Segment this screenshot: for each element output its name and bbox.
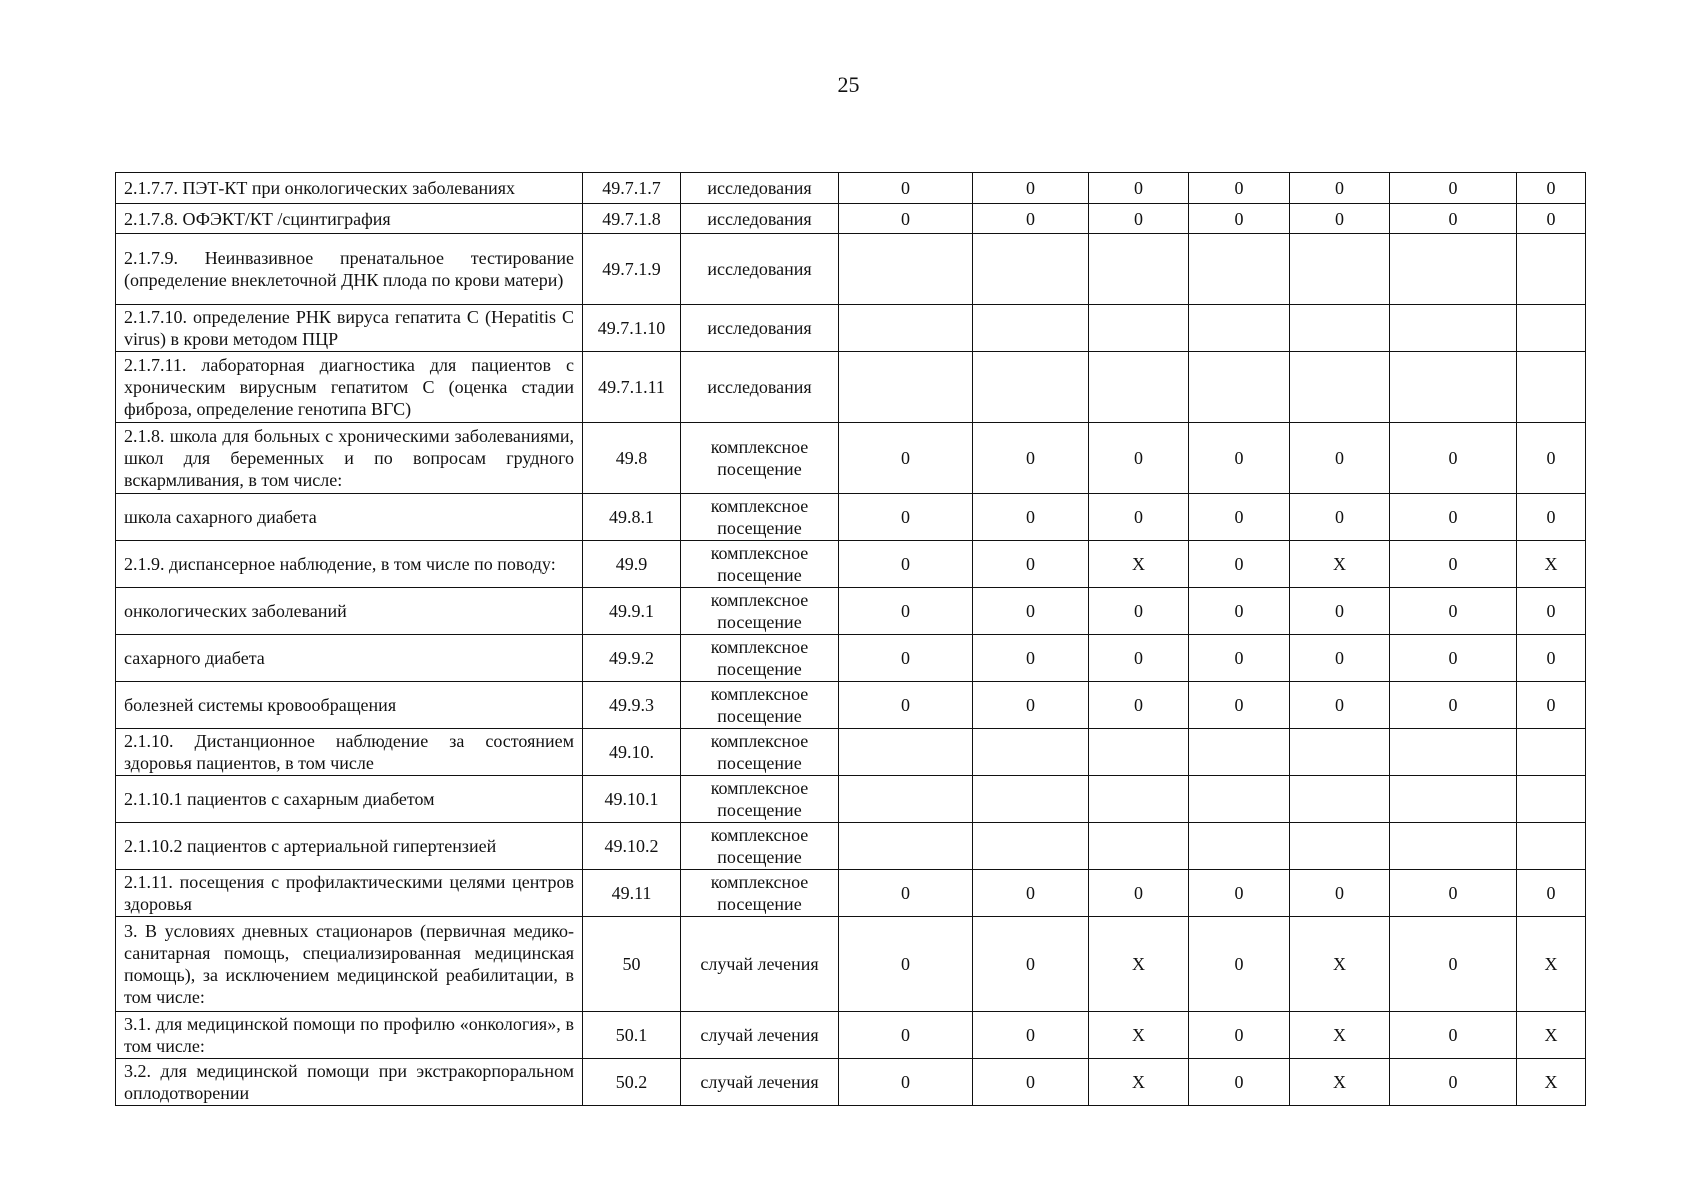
value-cell: 0 (1390, 1012, 1517, 1059)
value-cell: 0 (1290, 204, 1390, 234)
row-name-cell: 2.1.10. Дистанционное наблюдение за состоянием здоровья пациентов, в том числе (116, 729, 583, 776)
value-cell: 0 (839, 588, 973, 635)
row-unit-cell: комплексное посещение (681, 635, 839, 682)
value-cell: 0 (973, 682, 1089, 729)
row-unit-cell: исследования (681, 173, 839, 204)
value-cell: 0 (1517, 173, 1586, 204)
value-cell: 0 (1390, 1059, 1517, 1106)
value-cell: 0 (839, 870, 973, 917)
data-table (115, 172, 1586, 1106)
row-code-cell: 49.10.2 (583, 823, 681, 870)
row-code-cell: 49.10.1 (583, 776, 681, 823)
value-cell (1290, 823, 1390, 870)
value-cell: 0 (973, 870, 1089, 917)
value-cell: 0 (1517, 494, 1586, 541)
value-cell (1290, 234, 1390, 305)
table-row (116, 682, 1586, 729)
row-name-cell: 2.1.7.7. ПЭТ-КТ при онкологических заболеваниях (116, 173, 583, 204)
row-name-cell: 2.1.7.8. ОФЭКТ/КТ /сцинтиграфия (116, 204, 583, 234)
table-row (116, 204, 1586, 234)
value-cell (973, 776, 1089, 823)
value-cell: 0 (1189, 682, 1290, 729)
value-cell: 0 (973, 635, 1089, 682)
value-cell: 0 (973, 494, 1089, 541)
row-name-cell: 2.1.11. посещения с профилактическими целями центров здоровья (116, 870, 583, 917)
table-body (116, 173, 1586, 1106)
value-cell (1517, 823, 1586, 870)
value-cell (1390, 823, 1517, 870)
row-name-cell: 2.1.8. школа для больных с хроническими заболеваниями, школ для беременных и по вопросам грудного вскармливания, в том числе: (116, 423, 583, 494)
table-row (116, 352, 1586, 423)
value-cell: 0 (1089, 588, 1189, 635)
row-unit-cell: случай лечения (681, 1012, 839, 1059)
table-row (116, 234, 1586, 305)
value-cell: 0 (1390, 173, 1517, 204)
value-cell (1517, 234, 1586, 305)
value-cell: 0 (839, 635, 973, 682)
row-unit-cell: исследования (681, 305, 839, 352)
row-unit-cell: исследования (681, 204, 839, 234)
row-code-cell: 49.7.1.11 (583, 352, 681, 423)
table-row (116, 635, 1586, 682)
table-row (116, 870, 1586, 917)
value-cell: 0 (839, 173, 973, 204)
value-cell: 0 (1390, 541, 1517, 588)
value-cell (1089, 729, 1189, 776)
row-code-cell: 49.9.2 (583, 635, 681, 682)
value-cell (839, 729, 973, 776)
value-cell: X (1290, 1012, 1390, 1059)
value-cell (839, 776, 973, 823)
table-row (116, 776, 1586, 823)
value-cell: 0 (1390, 870, 1517, 917)
value-cell: 0 (839, 204, 973, 234)
value-cell (1089, 234, 1189, 305)
value-cell (1517, 776, 1586, 823)
value-cell (1189, 305, 1290, 352)
row-name-cell: 2.1.7.11. лабораторная диагностика для пациентов с хроническим вирусным гепатитом С (оценка стадии фиброза, определение генотипа ВГС) (116, 352, 583, 423)
value-cell: 0 (1089, 173, 1189, 204)
value-cell (1189, 729, 1290, 776)
value-cell: 0 (973, 173, 1089, 204)
row-unit-cell: комплексное посещение (681, 588, 839, 635)
value-cell: 0 (1290, 635, 1390, 682)
value-cell: 0 (1189, 588, 1290, 635)
table-row (116, 541, 1586, 588)
row-unit-cell: комплексное посещение (681, 494, 839, 541)
row-name-cell: 3.2. для медицинской помощи при экстракорпоральном оплодотворении (116, 1059, 583, 1106)
value-cell: 0 (1189, 870, 1290, 917)
value-cell: 0 (1390, 204, 1517, 234)
value-cell: 0 (1189, 635, 1290, 682)
value-cell: 0 (1089, 635, 1189, 682)
table-row (116, 588, 1586, 635)
value-cell: 0 (1290, 870, 1390, 917)
table-row (116, 917, 1586, 1012)
value-cell (1290, 352, 1390, 423)
value-cell: 0 (1189, 173, 1290, 204)
row-code-cell: 49.9 (583, 541, 681, 588)
value-cell: 0 (1517, 682, 1586, 729)
value-cell (1290, 729, 1390, 776)
value-cell: 0 (839, 541, 973, 588)
value-cell: X (1517, 917, 1586, 1012)
value-cell: 0 (973, 204, 1089, 234)
value-cell: 0 (1189, 423, 1290, 494)
value-cell: 0 (1390, 635, 1517, 682)
value-cell: 0 (1290, 494, 1390, 541)
value-cell: 0 (1089, 870, 1189, 917)
value-cell: X (1089, 1012, 1189, 1059)
row-code-cell: 49.7.1.9 (583, 234, 681, 305)
value-cell: X (1089, 1059, 1189, 1106)
row-name-cell: болезней системы кровообращения (116, 682, 583, 729)
row-unit-cell: исследования (681, 234, 839, 305)
page-number: 25 (837, 72, 860, 97)
table-row (116, 173, 1586, 204)
value-cell: 0 (839, 494, 973, 541)
value-cell: 0 (1390, 917, 1517, 1012)
value-cell (973, 823, 1089, 870)
value-cell: 0 (1390, 588, 1517, 635)
row-code-cell: 49.9.1 (583, 588, 681, 635)
value-cell: 0 (1290, 588, 1390, 635)
table-row (116, 1012, 1586, 1059)
row-unit-cell: случай лечения (681, 917, 839, 1012)
value-cell (973, 234, 1089, 305)
row-name-cell: 3. В условиях дневных стационаров (первичная медико-санитарная помощь, специализированная медицинская помощь), за исключением медицинской реабилитации, в том числе: (116, 917, 583, 1012)
value-cell (1390, 776, 1517, 823)
row-unit-cell: комплексное посещение (681, 423, 839, 494)
row-unit-cell: комплексное посещение (681, 682, 839, 729)
value-cell: 0 (1189, 204, 1290, 234)
row-unit-cell: комплексное посещение (681, 541, 839, 588)
value-cell (1089, 776, 1189, 823)
value-cell: 0 (839, 917, 973, 1012)
row-name-cell: школа сахарного диабета (116, 494, 583, 541)
value-cell: 0 (1517, 423, 1586, 494)
value-cell: 0 (1517, 204, 1586, 234)
row-name-cell: 2.1.7.10. определение РНК вируса гепатита C (Hepatitis C virus) в крови методом ПЦР (116, 305, 583, 352)
value-cell: 0 (1517, 635, 1586, 682)
row-code-cell: 50 (583, 917, 681, 1012)
value-cell (839, 234, 973, 305)
row-name-cell: сахарного диабета (116, 635, 583, 682)
table-row (116, 1059, 1586, 1106)
value-cell: 0 (973, 917, 1089, 1012)
value-cell: X (1290, 917, 1390, 1012)
value-cell: X (1290, 541, 1390, 588)
row-code-cell: 49.8 (583, 423, 681, 494)
row-code-cell: 49.9.3 (583, 682, 681, 729)
value-cell (1089, 823, 1189, 870)
row-unit-cell: случай лечения (681, 1059, 839, 1106)
value-cell: X (1517, 541, 1586, 588)
value-cell: 0 (1517, 588, 1586, 635)
value-cell: 0 (973, 588, 1089, 635)
value-cell (973, 305, 1089, 352)
value-cell (1390, 729, 1517, 776)
row-code-cell: 50.1 (583, 1012, 681, 1059)
value-cell: 0 (1189, 494, 1290, 541)
table-row (116, 423, 1586, 494)
row-name-cell: 2.1.9. диспансерное наблюдение, в том числе по поводу: (116, 541, 583, 588)
value-cell (1290, 776, 1390, 823)
row-code-cell: 50.2 (583, 1059, 681, 1106)
value-cell: 0 (839, 682, 973, 729)
value-cell (1189, 352, 1290, 423)
value-cell: 0 (1189, 917, 1290, 1012)
value-cell (1517, 729, 1586, 776)
value-cell: 0 (1189, 1012, 1290, 1059)
value-cell: X (1290, 1059, 1390, 1106)
row-name-cell: 2.1.10.1 пациентов с сахарным диабетом (116, 776, 583, 823)
value-cell: 0 (1089, 682, 1189, 729)
value-cell: 0 (973, 423, 1089, 494)
value-cell (1390, 234, 1517, 305)
row-code-cell: 49.11 (583, 870, 681, 917)
value-cell: 0 (973, 541, 1089, 588)
value-cell (839, 305, 973, 352)
value-cell (839, 352, 973, 423)
value-cell (1390, 305, 1517, 352)
value-cell: 0 (1189, 541, 1290, 588)
value-cell: X (1517, 1059, 1586, 1106)
row-code-cell: 49.7.1.10 (583, 305, 681, 352)
table-row (116, 494, 1586, 541)
value-cell (839, 823, 973, 870)
value-cell: 0 (1390, 682, 1517, 729)
table-row (116, 823, 1586, 870)
row-code-cell: 49.8.1 (583, 494, 681, 541)
row-code-cell: 49.7.1.8 (583, 204, 681, 234)
value-cell: 0 (839, 1059, 973, 1106)
row-unit-cell: комплексное посещение (681, 776, 839, 823)
value-cell: 0 (973, 1059, 1089, 1106)
value-cell (973, 729, 1089, 776)
row-name-cell: 3.1. для медицинской помощи по профилю «онкология», в том числе: (116, 1012, 583, 1059)
value-cell: 0 (1390, 494, 1517, 541)
row-unit-cell: исследования (681, 352, 839, 423)
row-name-cell: онкологических заболеваний (116, 588, 583, 635)
value-cell (1517, 352, 1586, 423)
value-cell (1189, 776, 1290, 823)
row-unit-cell: комплексное посещение (681, 823, 839, 870)
value-cell: 0 (1089, 423, 1189, 494)
value-cell: 0 (1189, 1059, 1290, 1106)
value-cell: 0 (1290, 682, 1390, 729)
row-code-cell: 49.7.1.7 (583, 173, 681, 204)
value-cell: 0 (839, 423, 973, 494)
value-cell (1390, 352, 1517, 423)
row-unit-cell: комплексное посещение (681, 870, 839, 917)
row-unit-cell: комплексное посещение (681, 729, 839, 776)
value-cell: 0 (1290, 423, 1390, 494)
value-cell: X (1517, 1012, 1586, 1059)
value-cell: 0 (1089, 494, 1189, 541)
row-name-cell: 2.1.7.9. Неинвазивное пренатальное тестирование (определение внеклеточной ДНК плода по крови матери) (116, 234, 583, 305)
value-cell: X (1089, 917, 1189, 1012)
table-row (116, 305, 1586, 352)
value-cell (1089, 305, 1189, 352)
value-cell: 0 (1517, 870, 1586, 917)
value-cell: 0 (1089, 204, 1189, 234)
row-code-cell: 49.10. (583, 729, 681, 776)
value-cell: 0 (973, 1012, 1089, 1059)
value-cell (1517, 305, 1586, 352)
value-cell: 0 (1290, 173, 1390, 204)
value-cell: X (1089, 541, 1189, 588)
value-cell (1290, 305, 1390, 352)
row-name-cell: 2.1.10.2 пациентов с артериальной гипертензией (116, 823, 583, 870)
value-cell (1089, 352, 1189, 423)
value-cell (1189, 234, 1290, 305)
value-cell: 0 (1390, 423, 1517, 494)
table-row (116, 729, 1586, 776)
value-cell (1189, 823, 1290, 870)
value-cell (973, 352, 1089, 423)
value-cell: 0 (839, 1012, 973, 1059)
